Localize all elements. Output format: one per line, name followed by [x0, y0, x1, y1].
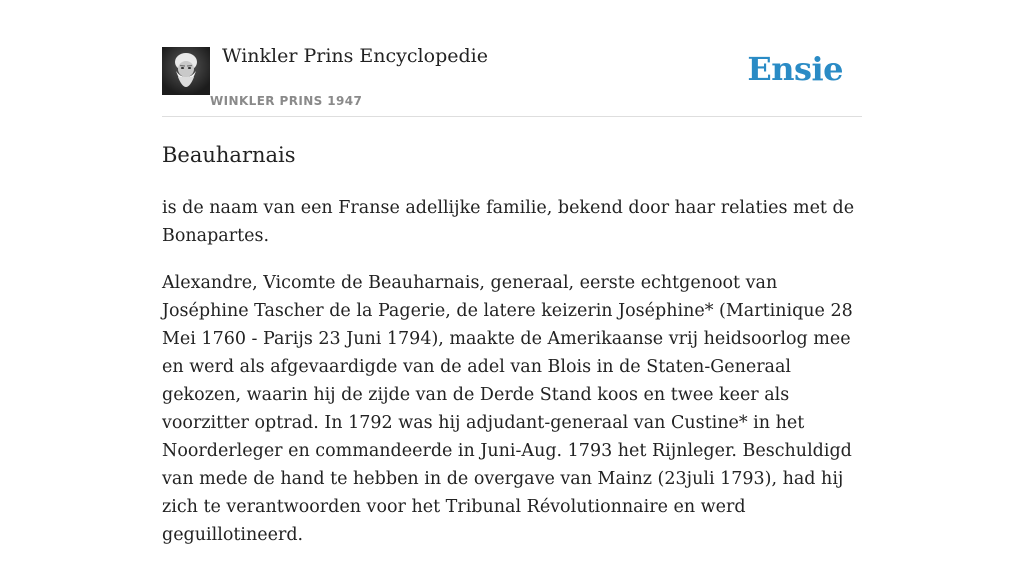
article: [162, 140, 862, 568]
article-title: Beauharnais: [162, 143, 296, 167]
page-header: [162, 0, 862, 117]
article-paragraph: Alexandre, Vicomte de Beauharnais, generaal, eerste echtgenoot van Joséphine Tascher de la Pagerie, de latere keizerin Joséphine* (Martinique 28 Mei 1760 - Parijs 23 Juni 1794), maakte de Amerikaanse vrij heidsoorlog mee en werd als afgevaardigde van de adel van Blois in de Staten-Generaal gekozen, waarin hij de zijde van de Derde Stand koos en twee keer als voorzitter optrad. In 1792 was hij adjudant-generaal van Custine* in het Noorderleger en commandeerde in Juni-Aug. 1793 het Rijnleger. Beschuldigd van mede de hand te hebben in de overgave van Mainz (23juli 1793), had hij zich te verantwoorden voor het Tribunal Révolutionnaire en werd geguillotineerd.: [162, 273, 853, 545]
publication-subtitle: WINKLER PRINS 1947: [210, 94, 363, 108]
publication-name[interactable]: Winkler Prins Encyclopedie: [222, 45, 488, 67]
avatar[interactable]: [162, 47, 210, 95]
brand-logo[interactable]: Ensie: [747, 50, 843, 88]
bearded-man-portrait-icon: [162, 47, 210, 95]
article-paragraph: is de naam van een Franse adellijke familie, bekend door haar relaties met de Bonapartes.: [162, 198, 855, 246]
